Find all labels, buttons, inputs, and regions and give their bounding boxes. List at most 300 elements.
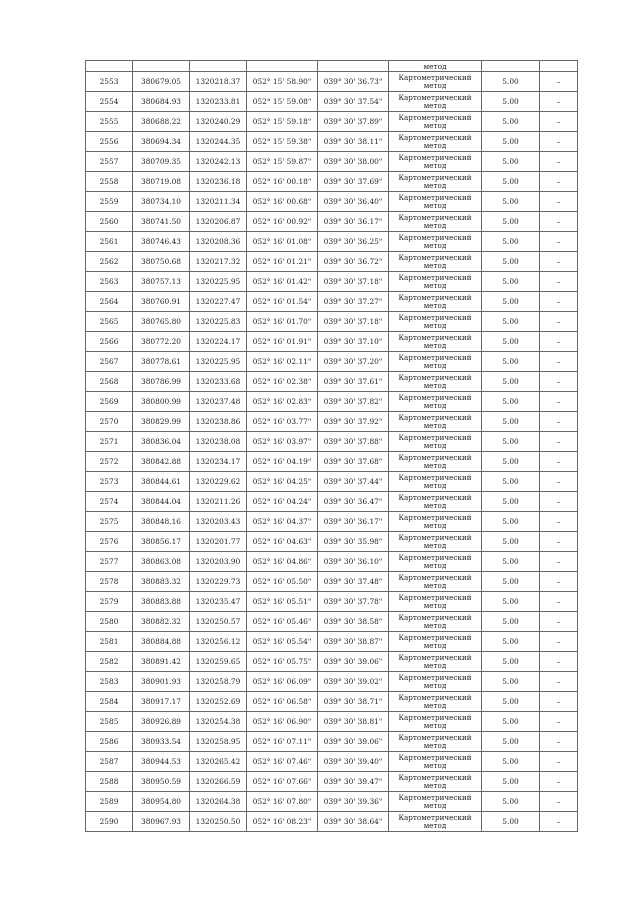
cell-x-coordinate: 380884.88 <box>133 632 190 652</box>
cell-accuracy: 5.00 <box>482 312 540 332</box>
cell-x-coordinate: 380917.17 <box>133 692 190 712</box>
cell-note: – <box>540 292 578 312</box>
cell-accuracy: 5.00 <box>482 432 540 452</box>
table-row <box>86 252 578 272</box>
cell-latitude: 052° 16' 04.19" <box>247 452 318 472</box>
cell-latitude: 052° 16' 01.70" <box>247 312 318 332</box>
cell-note: – <box>540 312 578 332</box>
cell-y-coordinate: 1320256.12 <box>190 632 247 652</box>
cell-method: Картометрический метод <box>389 432 482 452</box>
cell-point-number: 2569 <box>86 392 133 412</box>
table-row <box>86 592 578 612</box>
cell-note: – <box>540 92 578 112</box>
cell-longitude: 039° 30' 37.18" <box>318 312 389 332</box>
cell-longitude: 039° 30' 37.10" <box>318 332 389 352</box>
cell-y-coordinate: 1320225.95 <box>190 272 247 292</box>
cell-point-number: 2580 <box>86 612 133 632</box>
cell-latitude: 052° 16' 04.25" <box>247 472 318 492</box>
cell-note: – <box>540 652 578 672</box>
cell-accuracy: 5.00 <box>482 512 540 532</box>
cell-method: Картометрический метод <box>389 92 482 112</box>
table-row <box>86 672 578 692</box>
table-row <box>86 192 578 212</box>
cell-longitude: 039° 30' 37.78" <box>318 592 389 612</box>
cell-x-coordinate: 380844.04 <box>133 492 190 512</box>
cell-accuracy: 5.00 <box>482 172 540 192</box>
cell-note: – <box>540 772 578 792</box>
cell-longitude: 039° 30' 37.88" <box>318 432 389 452</box>
cell-y-coordinate: 1320208.36 <box>190 232 247 252</box>
cell-longitude: 039° 30' 37.61" <box>318 372 389 392</box>
cell-note: – <box>540 732 578 752</box>
cell-y-coordinate: 1320233.81 <box>190 92 247 112</box>
cell-method: Картометрический метод <box>389 672 482 692</box>
table-row <box>86 752 578 772</box>
cell-point-number: 2554 <box>86 92 133 112</box>
cell-longitude: 039° 30' 38.00" <box>318 152 389 172</box>
cell-longitude: 039° 30' 35.98" <box>318 532 389 552</box>
cell-latitude: 052° 16' 06.90" <box>247 712 318 732</box>
cell-latitude: 052° 15' 59.08" <box>247 92 318 112</box>
cell-note: – <box>540 512 578 532</box>
cell-accuracy: 5.00 <box>482 272 540 292</box>
cell-latitude: 052° 16' 05.50" <box>247 572 318 592</box>
cell-x-coordinate: 380709.35 <box>133 152 190 172</box>
cell-accuracy: 5.00 <box>482 552 540 572</box>
cell-y-coordinate: 1320252.69 <box>190 692 247 712</box>
cell-latitude: 052° 16' 01.91" <box>247 332 318 352</box>
cell-note: – <box>540 332 578 352</box>
cell-y-coordinate: 1320234.17 <box>190 452 247 472</box>
cell-y-coordinate: 1320250.50 <box>190 812 247 832</box>
table-row <box>86 632 578 652</box>
cell-note: – <box>540 232 578 252</box>
cell-longitude: 039° 30' 37.82" <box>318 392 389 412</box>
table-row <box>86 812 578 832</box>
table-row <box>86 272 578 292</box>
table-row <box>86 652 578 672</box>
cell-note: – <box>540 132 578 152</box>
cell-y-coordinate: 1320224.17 <box>190 332 247 352</box>
cell-accuracy: 5.00 <box>482 192 540 212</box>
cell-point-number: 2570 <box>86 412 133 432</box>
cell-point-number: 2590 <box>86 812 133 832</box>
cell-y-coordinate: 1320225.83 <box>190 312 247 332</box>
cell-x-coordinate: 380967.93 <box>133 812 190 832</box>
table-row <box>86 452 578 472</box>
cell-x-coordinate: 380836.04 <box>133 432 190 452</box>
cell-y-coordinate: 1320218.37 <box>190 72 247 92</box>
cell-longitude: 039° 30' 38.81" <box>318 712 389 732</box>
cell-note: – <box>540 712 578 732</box>
cell-x-coordinate: 380684.93 <box>133 92 190 112</box>
cell-latitude: 052° 16' 02.11" <box>247 352 318 372</box>
cell-accuracy: 5.00 <box>482 672 540 692</box>
cell-point-number: 2567 <box>86 352 133 372</box>
cell-y-coordinate: 1320201.77 <box>190 532 247 552</box>
cell-point-number: 2556 <box>86 132 133 152</box>
cell-method: Картометрический метод <box>389 412 482 432</box>
cell-method: Картометрический метод <box>389 812 482 832</box>
cell-x-coordinate: 380679.05 <box>133 72 190 92</box>
cell-method: Картометрический метод <box>389 752 482 772</box>
cell-note: – <box>540 112 578 132</box>
cell-y-coordinate: 1320258.79 <box>190 672 247 692</box>
cell-y-coordinate: 1320244.35 <box>190 132 247 152</box>
cell-x-coordinate: 380786.99 <box>133 372 190 392</box>
cell-point-number: 2574 <box>86 492 133 512</box>
cell-note: – <box>540 352 578 372</box>
cell-method: Картометрический метод <box>389 452 482 472</box>
cell-x-coordinate: 380883.32 <box>133 572 190 592</box>
cell-note: – <box>540 492 578 512</box>
cell-accuracy: 5.00 <box>482 332 540 352</box>
cell-point-number: 2558 <box>86 172 133 192</box>
cell-method: Картометрический метод <box>389 272 482 292</box>
cell-note: – <box>540 452 578 472</box>
cell-note <box>540 61 578 72</box>
cell-method: Картометрический метод <box>389 732 482 752</box>
cell-accuracy: 5.00 <box>482 692 540 712</box>
cell-note: – <box>540 792 578 812</box>
cell-longitude: 039° 30' 39.02" <box>318 672 389 692</box>
cell-accuracy: 5.00 <box>482 472 540 492</box>
cell-y-coordinate: 1320254.38 <box>190 712 247 732</box>
cell-method: Картометрический метод <box>389 152 482 172</box>
table-row <box>86 492 578 512</box>
cell-x-coordinate: 380694.34 <box>133 132 190 152</box>
cell-y-coordinate: 1320203.43 <box>190 512 247 532</box>
cell-latitude: 052° 16' 01.21" <box>247 252 318 272</box>
cell-latitude: 052° 16' 07.46" <box>247 752 318 772</box>
cell-latitude: 052° 16' 04.86" <box>247 552 318 572</box>
cell-y-coordinate: 1320264.38 <box>190 792 247 812</box>
cell-y-coordinate: 1320242.13 <box>190 152 247 172</box>
table-row <box>86 472 578 492</box>
table-row <box>86 512 578 532</box>
cell-accuracy: 5.00 <box>482 112 540 132</box>
cell-latitude: 052° 16' 04.63" <box>247 532 318 552</box>
cell-y-coordinate: 1320235.47 <box>190 592 247 612</box>
cell-note: – <box>540 392 578 412</box>
cell-latitude: 052° 16' 05.75" <box>247 652 318 672</box>
cell-point-number: 2578 <box>86 572 133 592</box>
cell-note: – <box>540 472 578 492</box>
cell-accuracy: 5.00 <box>482 132 540 152</box>
cell-longitude: 039° 30' 36.73" <box>318 72 389 92</box>
cell-note: – <box>540 532 578 552</box>
cell-x-coordinate: 380734.10 <box>133 192 190 212</box>
cell-point-number: 2564 <box>86 292 133 312</box>
table-row <box>86 712 578 732</box>
cell-note: – <box>540 432 578 452</box>
cell-x-coordinate: 380954.80 <box>133 792 190 812</box>
cell-x-coordinate: 380760.91 <box>133 292 190 312</box>
cell-point-number: 2579 <box>86 592 133 612</box>
cell-method: Картометрический метод <box>389 692 482 712</box>
cell-y-coordinate: 1320203.90 <box>190 552 247 572</box>
cell-note: – <box>540 612 578 632</box>
cell-latitude: 052° 16' 02.38" <box>247 372 318 392</box>
table-row <box>86 352 578 372</box>
table-row <box>86 332 578 352</box>
cell-longitude: 039° 30' 37.44" <box>318 472 389 492</box>
cell-note: – <box>540 812 578 832</box>
cell-accuracy: 5.00 <box>482 212 540 232</box>
cell-note: – <box>540 672 578 692</box>
cell-accuracy: 5.00 <box>482 592 540 612</box>
cell-method: Картометрический метод <box>389 572 482 592</box>
cell-method: Картометрический метод <box>389 532 482 552</box>
cell-method: Картометрический метод <box>389 652 482 672</box>
cell-latitude: 052° 16' 00.68" <box>247 192 318 212</box>
cell-accuracy: 5.00 <box>482 372 540 392</box>
table-row <box>86 552 578 572</box>
cell-note: – <box>540 572 578 592</box>
cell-accuracy: 5.00 <box>482 612 540 632</box>
cell-latitude: 052° 16' 07.66" <box>247 772 318 792</box>
cell-note: – <box>540 272 578 292</box>
cell-point-number: 2557 <box>86 152 133 172</box>
cell-longitude: 039° 30' 36.17" <box>318 212 389 232</box>
cell-longitude: 039° 30' 39.36" <box>318 792 389 812</box>
table-row <box>86 232 578 252</box>
cell-x-coordinate: 380842.88 <box>133 452 190 472</box>
cell-accuracy: 5.00 <box>482 252 540 272</box>
cell-method: Картометрический метод <box>389 472 482 492</box>
cell-method: Картометрический метод <box>389 312 482 332</box>
cell-longitude: 039° 30' 37.54" <box>318 92 389 112</box>
cell-y-coordinate: 1320233.68 <box>190 372 247 392</box>
cell-latitude: 052° 16' 03.77" <box>247 412 318 432</box>
cell-method: Картометрический метод <box>389 352 482 372</box>
cell-longitude: 039° 30' 38.11" <box>318 132 389 152</box>
cell-note: – <box>540 752 578 772</box>
table-row <box>86 132 578 152</box>
cell-longitude: 039° 30' 38.71" <box>318 692 389 712</box>
cell-accuracy: 5.00 <box>482 532 540 552</box>
cell-longitude: 039° 30' 38.87" <box>318 632 389 652</box>
cell-longitude: 039° 30' 37.20" <box>318 352 389 372</box>
cell-note: – <box>540 692 578 712</box>
cell-point-number: 2588 <box>86 772 133 792</box>
cell-note: – <box>540 412 578 432</box>
cell-method: Картометрический метод <box>389 252 482 272</box>
cell-latitude: 052° 15' 59.87" <box>247 152 318 172</box>
cell-x-coordinate: 380800.99 <box>133 392 190 412</box>
cell-note: – <box>540 592 578 612</box>
cell-x-coordinate: 380757.13 <box>133 272 190 292</box>
cell-latitude: 052° 16' 05.54" <box>247 632 318 652</box>
cell-point-number: 2585 <box>86 712 133 732</box>
cell-x-coordinate: 380719.08 <box>133 172 190 192</box>
cell-method: Картометрический метод <box>389 612 482 632</box>
table-row <box>86 112 578 132</box>
cell-point-number: 2553 <box>86 72 133 92</box>
cell-latitude: 052° 16' 04.24" <box>247 492 318 512</box>
cell-y-coordinate: 1320225.95 <box>190 352 247 372</box>
cell-method: Картометрический метод <box>389 392 482 412</box>
table-row-continuation <box>86 61 578 72</box>
cell-x-coordinate: 380750.68 <box>133 252 190 272</box>
cell-y-coordinate: 1320258.95 <box>190 732 247 752</box>
cell-accuracy: 5.00 <box>482 652 540 672</box>
cell-longitude: 039° 30' 36.17" <box>318 512 389 532</box>
cell-latitude: 052° 16' 00.92" <box>247 212 318 232</box>
cell-point-number: 2581 <box>86 632 133 652</box>
cell-accuracy: 5.00 <box>482 572 540 592</box>
cell-note: – <box>540 552 578 572</box>
cell-x-coordinate: 380901.93 <box>133 672 190 692</box>
cell-point-number: 2584 <box>86 692 133 712</box>
table-row <box>86 692 578 712</box>
cell-note: – <box>540 212 578 232</box>
cell-latitude: 052° 16' 05.51" <box>247 592 318 612</box>
cell-longitude: 039° 30' 37.18" <box>318 272 389 292</box>
table-row <box>86 312 578 332</box>
cell-y-coordinate: 1320229.62 <box>190 472 247 492</box>
cell-accuracy: 5.00 <box>482 352 540 372</box>
cell-x-coordinate: 380688.22 <box>133 112 190 132</box>
cell-x-coordinate: 380883.88 <box>133 592 190 612</box>
table-row <box>86 72 578 92</box>
cell-y-coordinate: 1320238.86 <box>190 412 247 432</box>
cell-y-coordinate: 1320211.26 <box>190 492 247 512</box>
cell-accuracy: 5.00 <box>482 452 540 472</box>
cell-y-coordinate: 1320265.42 <box>190 752 247 772</box>
table-row <box>86 292 578 312</box>
table-row <box>86 572 578 592</box>
cell-longitude: 039° 30' 36.47" <box>318 492 389 512</box>
coordinates-table <box>85 60 578 832</box>
cell-point-number: 2573 <box>86 472 133 492</box>
cell-longitude: 039° 30' 37.89" <box>318 112 389 132</box>
cell-longitude: 039° 30' 39.06" <box>318 652 389 672</box>
cell-accuracy: 5.00 <box>482 812 540 832</box>
cell-x-coordinate: 380765.80 <box>133 312 190 332</box>
cell-point-number: 2562 <box>86 252 133 272</box>
cell-method: Картометрический метод <box>389 132 482 152</box>
cell-x-coordinate: 380856.17 <box>133 532 190 552</box>
cell-x-coordinate: 380741.50 <box>133 212 190 232</box>
cell-accuracy: 5.00 <box>482 732 540 752</box>
cell-x-coordinate: 380829.99 <box>133 412 190 432</box>
cell-accuracy: 5.00 <box>482 712 540 732</box>
cell-longitude: 039° 30' 37.27" <box>318 292 389 312</box>
cell-note: – <box>540 252 578 272</box>
cell-y-coordinate: 1320238.08 <box>190 432 247 452</box>
cell-x-coordinate: 380746.43 <box>133 232 190 252</box>
cell-method: Картометрический метод <box>389 512 482 532</box>
cell-longitude: 039° 30' 39.40" <box>318 752 389 772</box>
cell-point-number: 2561 <box>86 232 133 252</box>
table-row <box>86 372 578 392</box>
cell-latitude: 052° 16' 07.11" <box>247 732 318 752</box>
cell-longitude: 039° 30' 37.48" <box>318 572 389 592</box>
cell-y-coordinate: 1320236.18 <box>190 172 247 192</box>
table-row <box>86 172 578 192</box>
cell-x-coordinate: 380778.61 <box>133 352 190 372</box>
cell-latitude: 052° 16' 06.09" <box>247 672 318 692</box>
cell-method: Картометрический метод <box>389 212 482 232</box>
cell-latitude: 052° 16' 08.23" <box>247 812 318 832</box>
cell-point-number: 2577 <box>86 552 133 572</box>
cell-method: Картометрический метод <box>389 332 482 352</box>
cell-method: Картометрический метод <box>389 772 482 792</box>
cell-latitude: 052° 16' 00.18" <box>247 172 318 192</box>
table-row <box>86 612 578 632</box>
cell-latitude: 052° 16' 03.97" <box>247 432 318 452</box>
cell-latitude: 052° 16' 05.46" <box>247 612 318 632</box>
cell-method: Картометрический метод <box>389 232 482 252</box>
cell-accuracy <box>482 61 540 72</box>
cell-method: Картометрический метод <box>389 192 482 212</box>
cell-latitude: 052° 16' 04.37" <box>247 512 318 532</box>
cell-longitude: 039° 30' 39.47" <box>318 772 389 792</box>
table-row <box>86 532 578 552</box>
table-row <box>86 92 578 112</box>
cell-latitude: 052° 15' 59.38" <box>247 132 318 152</box>
cell-latitude: 052° 15' 58.90" <box>247 72 318 92</box>
cell-method: Картометрический метод <box>389 492 482 512</box>
cell-longitude: 039° 30' 37.92" <box>318 412 389 432</box>
cell-latitude: 052° 16' 01.42" <box>247 272 318 292</box>
cell-y-coordinate: 1320217.32 <box>190 252 247 272</box>
cell-method: Картометрический метод <box>389 632 482 652</box>
cell-x-coordinate: 380933.54 <box>133 732 190 752</box>
cell-y-coordinate: 1320227.47 <box>190 292 247 312</box>
cell-method: Картометрический метод <box>389 72 482 92</box>
cell-y-coordinate <box>190 61 247 72</box>
coordinates-table-body <box>86 61 578 832</box>
cell-longitude: 039° 30' 36.25" <box>318 232 389 252</box>
cell-y-coordinate: 1320229.73 <box>190 572 247 592</box>
cell-point-number: 2566 <box>86 332 133 352</box>
cell-point-number: 2582 <box>86 652 133 672</box>
cell-point-number: 2576 <box>86 532 133 552</box>
cell-method: Картометрический метод <box>389 552 482 572</box>
cell-y-coordinate: 1320211.34 <box>190 192 247 212</box>
cell-point-number: 2583 <box>86 672 133 692</box>
cell-x-coordinate <box>133 61 190 72</box>
cell-accuracy: 5.00 <box>482 492 540 512</box>
cell-latitude: 052° 16' 07.80" <box>247 792 318 812</box>
cell-method: Картометрический метод <box>389 592 482 612</box>
cell-x-coordinate: 380844.61 <box>133 472 190 492</box>
table-row <box>86 432 578 452</box>
cell-point-number: 2586 <box>86 732 133 752</box>
cell-longitude: 039° 30' 38.64" <box>318 812 389 832</box>
table-row <box>86 792 578 812</box>
cell-latitude: 052° 16' 01.08" <box>247 232 318 252</box>
cell-y-coordinate: 1320250.57 <box>190 612 247 632</box>
cell-note: – <box>540 72 578 92</box>
cell-point-number: 2555 <box>86 112 133 132</box>
cell-method: Картометрический метод <box>389 372 482 392</box>
cell-longitude: 039° 30' 37.69" <box>318 172 389 192</box>
cell-latitude: 052° 16' 01.54" <box>247 292 318 312</box>
table-row <box>86 772 578 792</box>
table-row <box>86 732 578 752</box>
cell-latitude: 052° 15' 59.18" <box>247 112 318 132</box>
cell-x-coordinate: 380926.89 <box>133 712 190 732</box>
cell-point-number: 2565 <box>86 312 133 332</box>
cell-point-number: 2572 <box>86 452 133 472</box>
cell-y-coordinate: 1320206.87 <box>190 212 247 232</box>
table-row <box>86 412 578 432</box>
cell-y-coordinate: 1320237.48 <box>190 392 247 412</box>
table-row <box>86 392 578 412</box>
